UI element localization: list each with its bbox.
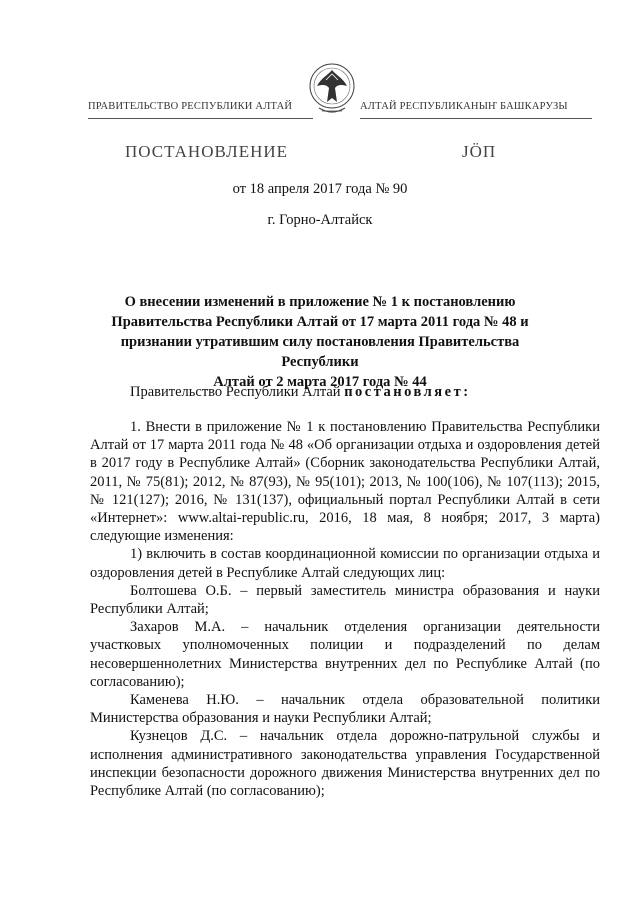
document-date-number: от 18 апреля 2017 года № 90 [232,181,408,197]
title-line: признании утратившим силу постановления Правительства Республики [120,334,520,370]
title-line: Правительства Республики Алтай от 17 марта 2011 года № 48 и [111,314,529,330]
document-type-altai: JÖП [462,142,497,161]
document-type-russian: ПОСТАНОВЛЕНИЕ [125,142,289,161]
header-divider-left [88,118,313,119]
org-name-russian: ПРАВИТЕЛЬСТВО РЕСПУБЛИКИ АЛТАЙ [88,101,293,112]
header-divider-right [360,118,592,119]
body-paragraph: Захаров М.А. – начальник отделения организации деятельности участковых уполномоченных полиции и подразделений по делам несовершеннолетних Министерства внутренних дел по Республике Алтай (по согласованию); [90,619,600,690]
document-header [0,0,640,161]
body-paragraph: Болтошева О.Б. – первый заместитель министра образования и науки Республики Алтай; [90,582,600,618]
document-city: г. Горно-Алтайск [267,212,373,228]
org-name-altai: АЛТАЙ РЕСПУБЛИКАНЫҤ БАШКАРУЗЫ [360,101,568,112]
intro-text: Правительство Республики Алтай [130,384,345,400]
title-line: О внесении изменений в приложение № 1 к постановлению [124,294,516,310]
document-title [110,292,530,392]
body-paragraph: Кузнецов Д.С. – начальник отдела дорожно-патрульной службы и исполнения административного законодательства управления Государственной инспекции безопасности дорожного движения Министерства внутренних дел по Республике Алтай (по согласованию); [90,728,600,800]
body-paragraph: Каменева Н.Ю. – начальник отдела образовательной политики Министерства образования и науки Республики Алтай; [90,692,600,727]
body-paragraph: 1. Внести в приложение № 1 к постановлению Правительства Республики Алтай от 17 марта 2011 года № 48 «Об организации отдыха и оздоровления детей в 2017 году в Республике Алтай» (Сборник законодательства Республики Алтай, 2011, № 75(81); 2012, № 87(93), № 95(101); 2013, № 100(106), № 107(113); 2015, № 121(127); 2016, № 131(137), официальный портал Республики Алтай в сети «Интернет»: www.altai-republic.ru, 2016, 18 мая, 8 ноября; 2017, 3 марта) следующие изменения: [90,419,600,545]
resolution-intro [130,384,471,401]
document-body [90,418,600,800]
resolves-word: постановляет: [344,384,471,400]
title-line: Алтай от 2 марта 2017 года № 44 [213,374,427,390]
body-paragraph: 1) включить в состав координационной комиссии по организации отдыха и оздоровления детей в Республике Алтай следующих лиц: [90,546,600,581]
